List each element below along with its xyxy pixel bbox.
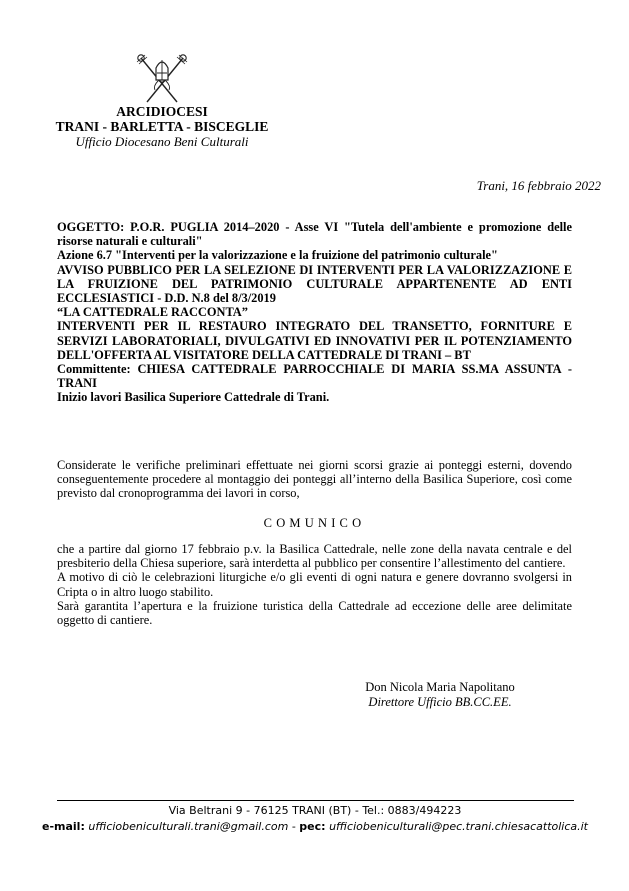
comunico-heading: COMUNICO (263, 516, 366, 530)
announcement-paragraph: che a partire dal giorno 17 febbraio p.v. la Basilica Cattedrale, nelle zone della navata centrale e del presbiterio della Chiesa superiore, sarà interdetta al pubblico per consentire l’allestimento del cantiere. (57, 542, 572, 571)
announcement-paragraph: Sarà garantita l’apertura e la fruizione turistica della Cattedrale ad eccezione delle aree delimitate oggetto di cantiere. (57, 598, 572, 628)
announcement-paragraph: A motivo di ciò le celebrazioni liturgiche e/o gli eventi di ogni natura e genere dovranno svolgersi in Cripta o in altro luogo stabilito. (57, 570, 572, 599)
coat-of-arms-icon (127, 52, 197, 104)
letter-date: Trani, 16 febbraio 2022 (476, 178, 601, 193)
intro-paragraph: Considerate le verifiche preliminari effettuate nei giorni scorsi grazie ai ponteggi esterni, dovendo conseguentemente procedere al montaggio dei ponteggi all’interno della Basilica Superiore, così come previsto dal cronoprogramma dei lavori in corso, (57, 458, 572, 501)
footer-address: Via Beltrani 9 - 76125 TRANI (BT) - Tel.: 0883/494223 (168, 804, 462, 817)
subject-line: INTERVENTI PER IL RESTAURO INTEGRATO DEL TRANSETTO, FORNITURE E SERVIZI LABORATORIALI, DIVULGATIVI ED INNOVATIVI PER IL POTENZIAMENTO DELL'OFFERTA AL VISITATORE DELLA CATTEDRALE DI TRANI – BT (57, 319, 572, 362)
signatory-name: Don Nicola Maria Napolitano (365, 680, 515, 694)
archdiocese-cities: TRANI - BARLETTA - BISCEGLIE (55, 119, 269, 134)
letterhead (52, 52, 272, 149)
pec-label: pec: (299, 820, 326, 833)
footer (40, 803, 590, 835)
footer-divider (57, 800, 574, 801)
office-name: Ufficio Diocesano Beni Culturali (75, 134, 249, 149)
subject-line: AVVISO PUBBLICO PER LA SELEZIONE DI INTERVENTI PER LA VALORIZZAZIONE E LA FRUIZIONE DEL PATRIMONIO CULTURALE APPARTENENTE AD ENTI ECCLESIASTICI - D.D. N.8 del 8/3/2019 (57, 262, 572, 306)
signatory-role: Direttore Ufficio BB.CC.EE. (368, 695, 512, 709)
subject-block (57, 220, 572, 405)
email-link[interactable]: ufficiobeniculturali.trani@gmail.com (88, 820, 289, 833)
footer-contacts (40, 819, 590, 835)
contact-separator: - (291, 820, 300, 833)
pec-link[interactable]: ufficiobeniculturali@pec.trani.chiesacattolica.it (329, 820, 588, 833)
archdiocese-title: ARCIDIOCESI (116, 104, 208, 119)
subject-line: OGGETTO: P.O.R. PUGLIA 2014–2020 - Asse VI "Tutela dell'ambiente e promozione delle risorse naturali e culturali" (57, 220, 572, 249)
signature-block (350, 680, 530, 710)
subject-line: Inizio lavori Basilica Superiore Cattedrale di Trani. (57, 390, 330, 405)
subject-line: “LA CATTEDRALE RACCONTA” (57, 305, 248, 320)
subject-line: Committente: CHIESA CATTEDRALE PARROCCHIALE DI MARIA SS.MA ASSUNTA - TRANI (57, 362, 572, 391)
subject-line: Azione 6.7 "Interventi per la valorizzazione e la fruizione del patrimonio culturale" (57, 248, 498, 263)
announcement-body (57, 542, 572, 627)
email-label: e-mail: (42, 820, 85, 833)
